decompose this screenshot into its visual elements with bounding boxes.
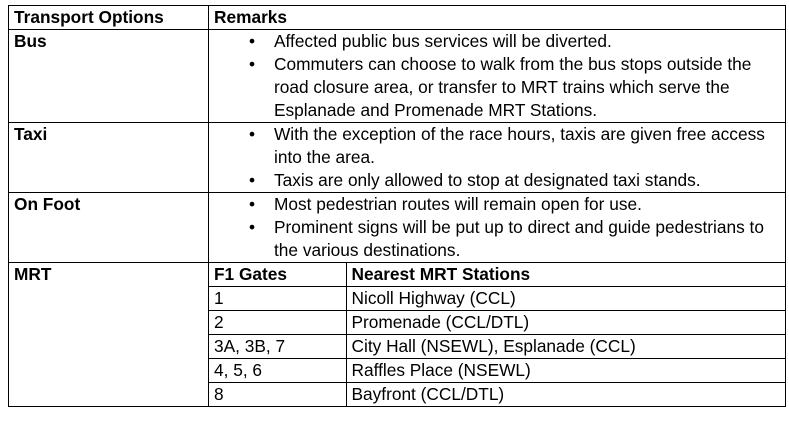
remarks-list-taxi <box>214 123 785 192</box>
remark-text: With the exception of the race hours, taxis are given free access into the area. <box>274 124 765 167</box>
remarks-cell-bus <box>209 30 786 123</box>
gate-cell: 8 <box>209 383 346 407</box>
option-label-taxi: Taxi <box>9 123 209 193</box>
table-row <box>209 359 786 383</box>
remark-text: Affected public bus services will be diverted. <box>274 31 612 51</box>
table-row <box>209 383 786 407</box>
gate-cell: 3A, 3B, 7 <box>209 335 346 359</box>
remark-item <box>214 30 785 53</box>
table-row-on-foot <box>9 193 786 263</box>
station-cell: Bayfront (CCL/DTL) <box>346 383 786 407</box>
mrt-header-row <box>209 263 786 287</box>
remark-text: Commuters can choose to walk from the bus stops outside the road closure area, or transfer to MRT trains which serve the Esplanade and Promenade MRT Stations. <box>274 54 752 120</box>
bullet-icon: • <box>249 124 256 144</box>
remark-text: Most pedestrian routes will remain open for use. <box>274 194 642 214</box>
table-row <box>209 287 786 311</box>
bullet-icon: • <box>249 217 256 237</box>
table-row <box>209 335 786 359</box>
table-row <box>209 311 786 335</box>
remarks-list-bus <box>214 30 785 122</box>
header-transport-options: Transport Options <box>9 6 209 30</box>
table-row-mrt <box>9 263 786 407</box>
station-cell: Promenade (CCL/DTL) <box>346 311 786 335</box>
option-label-mrt: MRT <box>9 263 209 407</box>
remark-item <box>214 169 785 192</box>
remarks-cell-mrt <box>209 263 786 407</box>
station-cell: Nicoll Highway (CCL) <box>346 287 786 311</box>
station-cell: Raffles Place (NSEWL) <box>346 359 786 383</box>
transport-options-table <box>8 5 786 407</box>
bullet-icon: • <box>249 170 256 190</box>
bullet-icon: • <box>249 31 256 51</box>
bullet-icon: • <box>249 194 256 214</box>
table-row-taxi <box>9 123 786 193</box>
table-row-bus <box>9 30 786 123</box>
header-remarks: Remarks <box>209 6 786 30</box>
remarks-cell-taxi <box>209 123 786 193</box>
option-label-bus: Bus <box>9 30 209 123</box>
station-cell: City Hall (NSEWL), Esplanade (CCL) <box>346 335 786 359</box>
remark-item <box>214 216 785 262</box>
remark-item <box>214 193 785 216</box>
header-f1-gates: F1 Gates <box>209 263 346 287</box>
header-nearest-stations: Nearest MRT Stations <box>346 263 786 287</box>
table-header-row <box>9 6 786 30</box>
option-label-on-foot: On Foot <box>9 193 209 263</box>
gate-cell: 4, 5, 6 <box>209 359 346 383</box>
mrt-gates-table <box>209 263 786 406</box>
remark-text: Prominent signs will be put up to direct and guide pedestrians to the various destinations. <box>274 217 764 260</box>
remarks-list-on-foot <box>214 193 785 262</box>
bullet-icon: • <box>249 54 256 74</box>
gate-cell: 2 <box>209 311 346 335</box>
remark-item <box>214 123 785 169</box>
remark-text: Taxis are only allowed to stop at designated taxi stands. <box>274 170 701 190</box>
gate-cell: 1 <box>209 287 346 311</box>
remark-item <box>214 53 785 122</box>
remarks-cell-on-foot <box>209 193 786 263</box>
